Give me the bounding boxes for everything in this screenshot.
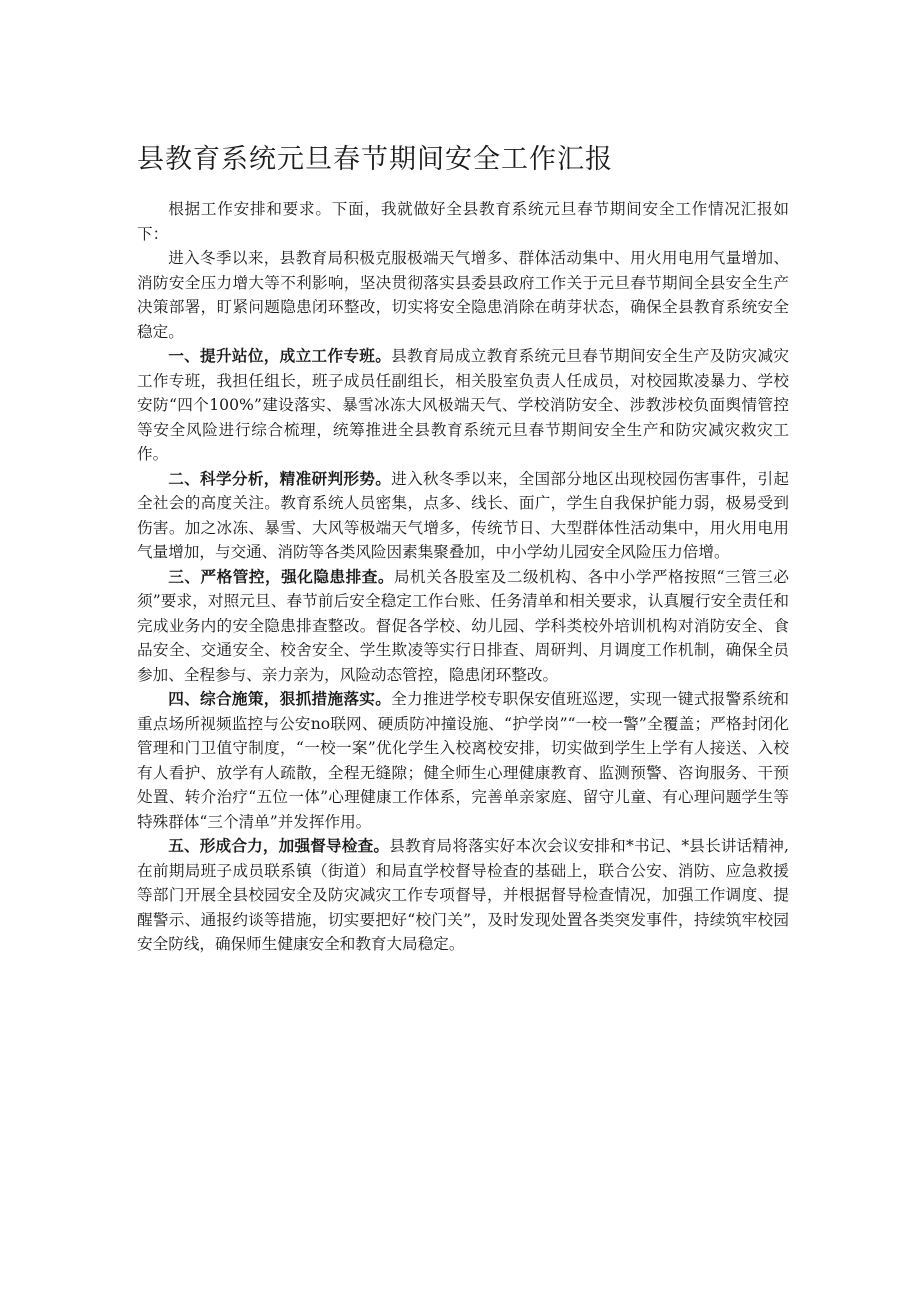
paragraph-section-1 <box>137 344 789 467</box>
section-heading: 三、严格管控，强化隐患排查。 <box>168 566 394 586</box>
section-heading: 一、提升站位，成立工作专班。 <box>168 346 392 365</box>
paragraph-background <box>137 246 789 344</box>
paragraph-section-3 <box>137 565 789 688</box>
paragraph-text: 根据工作安排和要求。下面，我就做好全县教育系统元旦春节期间安全工作情况汇报如下： <box>137 200 789 243</box>
section-heading: 五、形成合力，加强督导检查。 <box>168 836 390 855</box>
paragraph-text: 局机关各股室及二级机构、各中小学严格按照“三管三必须”要求，对照元旦、春节前后安全稳定工作台账、任务清单和相关要求，认真履行安全责任和完成业务内的安全隐患排查整改。督促各学校、幼儿园、学科类校外培训机构对消防安全、食品安全、交通安全、校舍安全、学生欺凌等实行日排查、周研判、月调度工作机制，确保全员参加、全程参与、亲力亲为，风险动态管控，隐患闭环整改。 <box>137 567 789 684</box>
paragraph-text: 进入秋冬季以来，全国部分地区出现校园伤害事件，引起全社会的高度关注。教育系统人员密集，点多、线长、面广，学生自我保护能力弱，极易受到伤害。加之冰冻、暴雪、大风等极端天气增多，传统节日、大型群体性活动集中，用火用电用气量增加，与交通、消防等各类风险因素集聚叠加，中小学幼儿园安全风险压力倍增。 <box>137 469 789 561</box>
paragraph-text: 县教育局将落实好本次会议安排和*书记、*县长讲话精神,在前期局班子成员联系镇（街道）和局直学校督导检查的基础上，联合公安、消防、应急救援等部门开展全县校园安全及防灾减灾工作专项督导，并根据督导检查情况，加强工作调度、提醒警示、通报约谈等措施，切实要把好“校门关”，及时发现处置各类突发事件，持续筑牢校园安全防线，确保师生健康安全和教育大局稳定。 <box>137 837 789 953</box>
paragraph-section-4 <box>137 687 789 834</box>
document-title: 县教育系统元旦春节期间安全工作汇报 <box>137 144 613 175</box>
section-heading: 二、科学分析，精准研判形势。 <box>168 468 392 488</box>
section-heading: 四、综合施策，狠抓措施落实。 <box>168 689 392 708</box>
paragraph-text: 县教育局成立教育系统元旦春节期间安全生产及防灾减灾工作专班，我担任组长，班子成员任副组长，相关股室负责人任成员，对校园欺凌暴力、学校安防“四个100%”建设落实、暴雪冰冻大风极端天气、学校消防安全、涉教涉校负面舆情管控等安全风险进行综合梳理，统筹推进全县教育系统元旦春节期间安全生产和防灾减灾救灾工作。 <box>137 347 789 463</box>
paragraph-section-2 <box>137 467 789 565</box>
paragraph-section-5 <box>137 834 789 957</box>
paragraph-text: 全力推进学校专职保安值班巡逻，实现一键式报警系统和重点场所视频监控与公安no联网、硬质防冲撞设施、“护学岗”“一校一警”全覆盖；严格封闭化管理和门卫值守制度，“一校一案”优化学生入校离校安排，切实做到学生上学有人接送、入校有人看护、放学有人疏散，全程无缝隙；健全师生心理健康教育、监测预警、咨询服务、干预处置、转介治疗“五位一体”心理健康工作体系，完善单亲家庭、留守儿童、有心理问题学生等特殊群体“三个清单”并发挥作用。 <box>137 690 789 831</box>
paragraph-text: 进入冬季以来，县教育局积极克服极端天气增多、群体活动集中、用火用电用气量增加、消防安全压力增大等不利影响，坚决贯彻落实县委县政府工作关于元旦春节期间全县安全生产决策部署，盯紧问题隐患闭环整改，切实将安全隐患消除在萌芽状态，确保全县教育系统安全稳定。 <box>137 249 789 341</box>
document-body <box>137 197 789 957</box>
paragraph-intro <box>137 197 789 246</box>
